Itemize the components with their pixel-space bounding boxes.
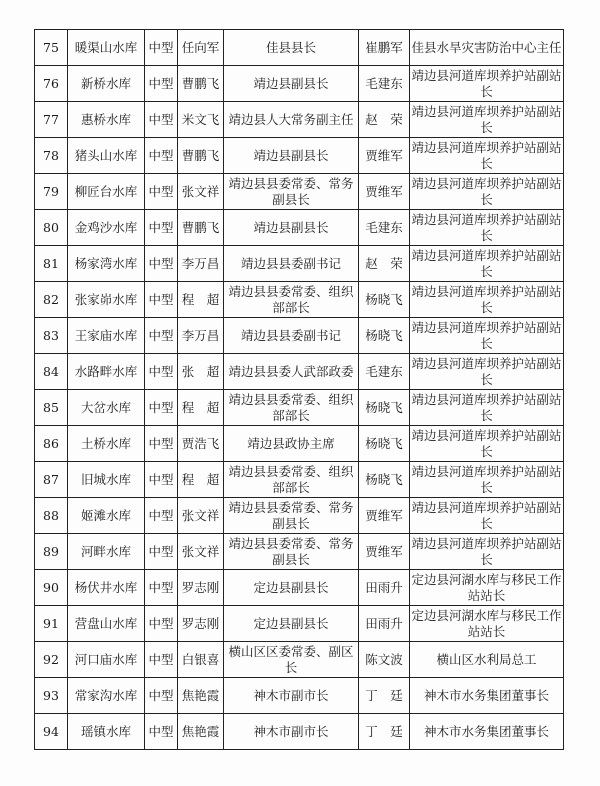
reservoir-type: 中型 [145,534,178,570]
tech-responsible-name: 田雨升 [359,606,410,642]
reservoir-type: 中型 [145,174,178,210]
reservoir-type: 中型 [145,462,178,498]
reservoir-name: 土桥水库 [68,426,145,462]
row-number: 85 [35,390,68,426]
reservoir-type: 中型 [145,642,178,678]
admin-responsible-position: 横山区区委常委、副区长 [224,642,359,678]
tech-responsible-name: 杨晓飞 [359,318,410,354]
tech-responsible-name: 赵 荣 [359,102,410,138]
row-number: 88 [35,498,68,534]
admin-responsible-name: 白银喜 [178,642,224,678]
row-number: 81 [35,246,68,282]
reservoir-name: 常家沟水库 [68,678,145,714]
tech-responsible-name: 杨晓飞 [359,282,410,318]
tech-responsible-name: 贾维军 [359,174,410,210]
tech-responsible-name: 毛建东 [359,66,410,102]
admin-responsible-name: 李万昌 [178,318,224,354]
table-row [35,606,564,642]
tech-responsible-position: 靖边县河道库坝养护站副站长 [410,354,564,390]
row-number: 90 [35,570,68,606]
tech-responsible-position: 靖边县河道库坝养护站副站长 [410,66,564,102]
row-number: 91 [35,606,68,642]
table-row [35,390,564,426]
reservoir-type: 中型 [145,282,178,318]
admin-responsible-name: 张文祥 [178,534,224,570]
table-row [35,174,564,210]
reservoir-type: 中型 [145,426,178,462]
reservoir-type: 中型 [145,570,178,606]
tech-responsible-name: 杨晓飞 [359,390,410,426]
table-row [35,354,564,390]
tech-responsible-position: 靖边县河道库坝养护站副站长 [410,174,564,210]
table-body [35,30,564,750]
tech-responsible-name: 丁 廷 [359,678,410,714]
reservoir-name: 猪头山水库 [68,138,145,174]
reservoir-type: 中型 [145,606,178,642]
tech-responsible-position: 靖边县河道库坝养护站副站长 [410,210,564,246]
table-row [35,102,564,138]
tech-responsible-name: 贾维军 [359,138,410,174]
tech-responsible-name: 毛建东 [359,354,410,390]
admin-responsible-name: 任向军 [178,30,224,66]
tech-responsible-name: 陈文波 [359,642,410,678]
admin-responsible-position: 靖边县副县长 [224,138,359,174]
table-row [35,678,564,714]
reservoir-name: 水路畔水库 [68,354,145,390]
admin-responsible-position: 佳县县长 [224,30,359,66]
row-number: 84 [35,354,68,390]
tech-responsible-position: 靖边县河道库坝养护站副站长 [410,426,564,462]
table-row [35,138,564,174]
tech-responsible-position: 神木市水务集团董事长 [410,678,564,714]
admin-responsible-position: 靖边县县委副书记 [224,318,359,354]
tech-responsible-position: 定边县河湖水库与移民工作站站长 [410,606,564,642]
admin-responsible-name: 曹鹏飞 [178,66,224,102]
admin-responsible-position: 靖边县县委常委、常务副县长 [224,174,359,210]
tech-responsible-name: 贾维军 [359,498,410,534]
admin-responsible-name: 罗志刚 [178,570,224,606]
admin-responsible-position: 靖边县县委常委、常务副县长 [224,498,359,534]
admin-responsible-position: 定边县副县长 [224,570,359,606]
admin-responsible-name: 张 超 [178,354,224,390]
tech-responsible-name: 杨晓飞 [359,462,410,498]
tech-responsible-name: 杨晓飞 [359,426,410,462]
reservoir-type: 中型 [145,246,178,282]
row-number: 92 [35,642,68,678]
reservoir-name: 大岔水库 [68,390,145,426]
admin-responsible-position: 靖边县县委常委、组织部部长 [224,390,359,426]
tech-responsible-position: 靖边县河道库坝养护站副站长 [410,138,564,174]
admin-responsible-name: 罗志刚 [178,606,224,642]
tech-responsible-position: 靖边县河道库坝养护站副站长 [410,282,564,318]
reservoir-name: 旧城水库 [68,462,145,498]
row-number: 77 [35,102,68,138]
reservoir-name: 暖渠山水库 [68,30,145,66]
row-number: 89 [35,534,68,570]
admin-responsible-position: 靖边县副县长 [224,210,359,246]
admin-responsible-position: 靖边县政协主席 [224,426,359,462]
row-number: 94 [35,714,68,750]
tech-responsible-position: 神木市水务集团董事长 [410,714,564,750]
admin-responsible-name: 焦艳霞 [178,714,224,750]
row-number: 86 [35,426,68,462]
row-number: 75 [35,30,68,66]
table-row [35,498,564,534]
tech-responsible-name: 田雨升 [359,570,410,606]
table-row [35,642,564,678]
reservoir-type: 中型 [145,498,178,534]
reservoir-name: 营盘山水库 [68,606,145,642]
admin-responsible-name: 张文祥 [178,498,224,534]
admin-responsible-position: 神木市副市长 [224,714,359,750]
table-row [35,714,564,750]
admin-responsible-name: 程 超 [178,282,224,318]
admin-responsible-name: 程 超 [178,390,224,426]
reservoir-name: 河口庙水库 [68,642,145,678]
reservoir-type: 中型 [145,354,178,390]
reservoir-type: 中型 [145,714,178,750]
reservoir-name: 姬滩水库 [68,498,145,534]
reservoir-type: 中型 [145,678,178,714]
table-row [35,210,564,246]
row-number: 76 [35,66,68,102]
reservoir-type: 中型 [145,102,178,138]
row-number: 87 [35,462,68,498]
tech-responsible-position: 靖边县河道库坝养护站副站长 [410,246,564,282]
reservoir-name: 瑶镇水库 [68,714,145,750]
row-number: 82 [35,282,68,318]
row-number: 78 [35,138,68,174]
reservoir-name: 新桥水库 [68,66,145,102]
table-row [35,282,564,318]
reservoir-name: 惠桥水库 [68,102,145,138]
admin-responsible-position: 靖边县副县长 [224,66,359,102]
table-row [35,66,564,102]
row-number: 93 [35,678,68,714]
admin-responsible-position: 靖边县人大常务副主任 [224,102,359,138]
reservoir-name: 王家庙水库 [68,318,145,354]
admin-responsible-name: 曹鹏飞 [178,138,224,174]
reservoir-name: 杨伏井水库 [68,570,145,606]
tech-responsible-name: 毛建东 [359,210,410,246]
admin-responsible-position: 靖边县县委常委、常务副县长 [224,534,359,570]
table-row [35,426,564,462]
reservoir-type: 中型 [145,210,178,246]
table-row [35,30,564,66]
admin-responsible-position: 靖边县县委常委、组织部部长 [224,462,359,498]
reservoir-type: 中型 [145,30,178,66]
table-row [35,246,564,282]
admin-responsible-position: 靖边县县委常委、组织部部长 [224,282,359,318]
admin-responsible-name: 贾浩飞 [178,426,224,462]
tech-responsible-position: 横山区水利局总工 [410,642,564,678]
tech-responsible-position: 靖边县河道库坝养护站副站长 [410,390,564,426]
admin-responsible-name: 张文祥 [178,174,224,210]
reservoir-name: 河畔水库 [68,534,145,570]
tech-responsible-name: 赵 荣 [359,246,410,282]
tech-responsible-position: 靖边县河道库坝养护站副站长 [410,318,564,354]
table-row [35,318,564,354]
admin-responsible-position: 定边县副县长 [224,606,359,642]
admin-responsible-name: 李万昌 [178,246,224,282]
row-number: 79 [35,174,68,210]
reservoir-type: 中型 [145,390,178,426]
admin-responsible-position: 靖边县县委副书记 [224,246,359,282]
admin-responsible-position: 靖边县县委人武部政委 [224,354,359,390]
reservoir-type: 中型 [145,318,178,354]
table-row [35,462,564,498]
tech-responsible-position: 靖边县河道库坝养护站副站长 [410,462,564,498]
tech-responsible-position: 定边县河湖水库与移民工作站站长 [410,570,564,606]
admin-responsible-position: 神木市副市长 [224,678,359,714]
row-number: 83 [35,318,68,354]
tech-responsible-position: 靖边县河道库坝养护站副站长 [410,498,564,534]
reservoir-responsibility-table [34,29,564,750]
reservoir-type: 中型 [145,138,178,174]
row-number: 80 [35,210,68,246]
admin-responsible-name: 程 超 [178,462,224,498]
reservoir-name: 金鸡沙水库 [68,210,145,246]
tech-responsible-position: 佳县水旱灾害防治中心主任 [410,30,564,66]
table-row [35,534,564,570]
reservoir-name: 张家峁水库 [68,282,145,318]
reservoir-name: 杨家湾水库 [68,246,145,282]
tech-responsible-name: 崔鹏军 [359,30,410,66]
tech-responsible-position: 靖边县河道库坝养护站副站长 [410,534,564,570]
admin-responsible-name: 米文飞 [178,102,224,138]
admin-responsible-name: 焦艳霞 [178,678,224,714]
reservoir-name: 柳匠台水库 [68,174,145,210]
admin-responsible-name: 曹鹏飞 [178,210,224,246]
tech-responsible-position: 靖边县河道库坝养护站副站长 [410,102,564,138]
tech-responsible-name: 贾维军 [359,534,410,570]
reservoir-type: 中型 [145,66,178,102]
table-row [35,570,564,606]
tech-responsible-name: 丁 廷 [359,714,410,750]
